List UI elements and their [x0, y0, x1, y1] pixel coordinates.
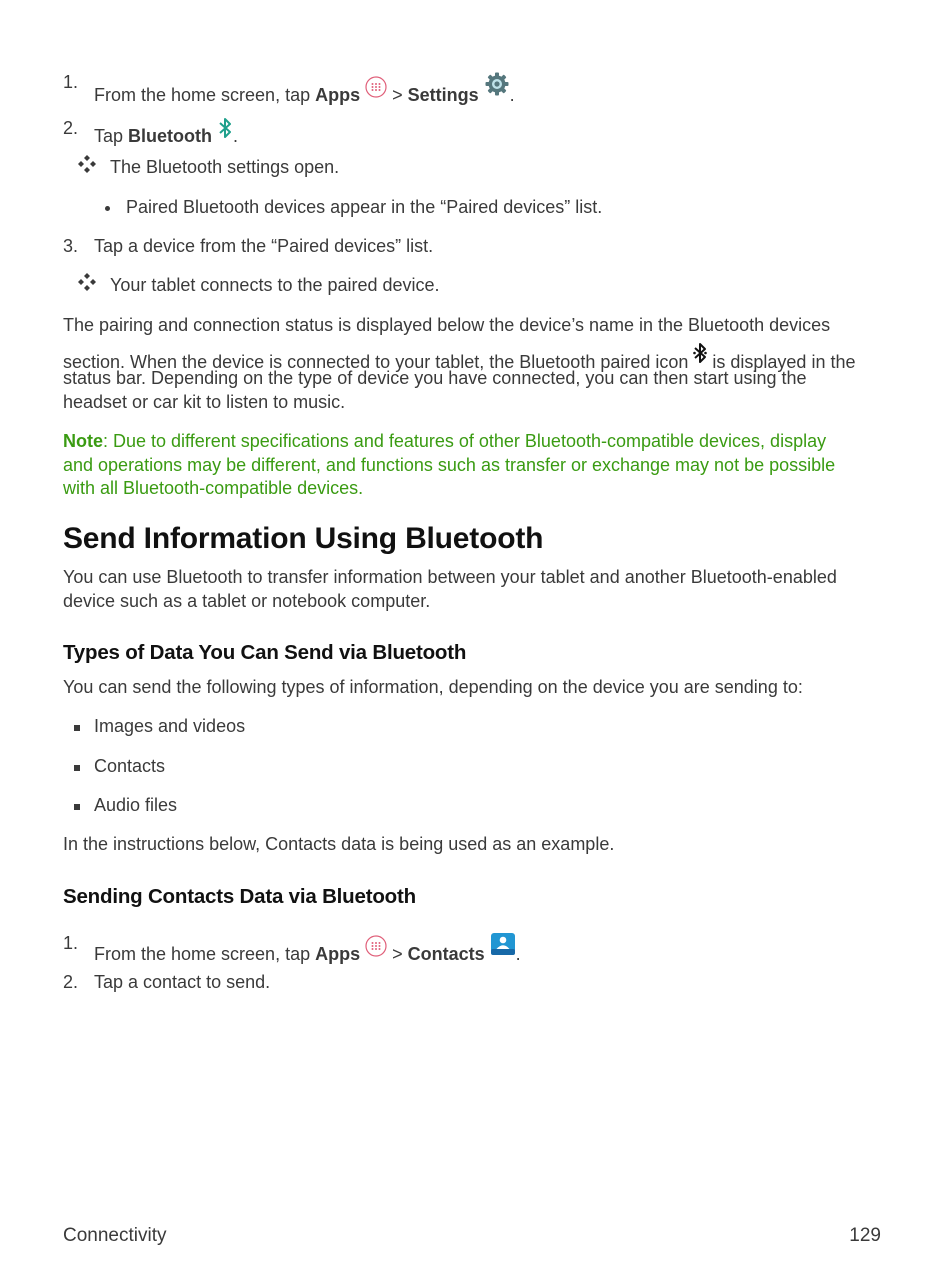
apps-icon: [365, 935, 387, 964]
bluetooth-icon: [217, 117, 233, 146]
document-page: [63, 0, 883, 1267]
contacts-label: Contacts: [407, 944, 485, 964]
step-text: Tap a contact to send.: [94, 972, 271, 992]
step-number: 2.: [63, 118, 79, 138]
paragraph-text: section. When the device is connected to your tablet, the Bluetooth paired icon: [63, 352, 694, 372]
paragraph-line: You can use Bluetooth to transfer information between your tablet and another Bluetooth-enabled: [63, 567, 837, 587]
apps-icon: [365, 76, 387, 105]
footer-page-number: 129: [849, 1225, 881, 1246]
note-label: Note: [63, 431, 103, 451]
apps-label: Apps: [315, 85, 361, 105]
settings-label: Settings: [407, 85, 479, 105]
contacts-icon: [490, 932, 516, 963]
period: .: [233, 126, 239, 146]
diamond-bullet-icon: [77, 155, 97, 180]
square-bullet: [74, 725, 80, 731]
bullet-dot: [105, 206, 110, 211]
step-number: 3.: [63, 236, 79, 256]
note-line: with all Bluetooth-compatible devices.: [63, 478, 364, 498]
period: .: [515, 944, 521, 964]
step-number: 1.: [63, 933, 79, 953]
bluetooth-label: Bluetooth: [128, 126, 213, 146]
step-text: Tap: [94, 126, 129, 146]
step-number: 2.: [63, 972, 79, 992]
note-text: : Due to different specifications and features of other Bluetooth-compatible devices, display: [103, 431, 827, 451]
period: .: [509, 85, 515, 105]
subsection-title-sending-contacts: Sending Contacts Data via Bluetooth: [63, 885, 416, 908]
square-bullet: [74, 765, 80, 771]
diamond-bullet-icon: [77, 273, 97, 298]
note-line: and operations may be different, and functions such as transfer or exchange may not be possible: [63, 455, 836, 475]
step-text: From the home screen, tap: [94, 85, 316, 105]
paragraph-line: The pairing and connection status is displayed below the device’s name in the Bluetooth devices: [63, 315, 831, 335]
example-text: In the instructions below, Contacts data is being used as an example.: [63, 834, 615, 854]
data-types-intro: You can send the following types of information, depending on the device you are sending to:: [63, 677, 803, 697]
paragraph-line: headset or car kit to listen to music.: [63, 392, 346, 412]
paragraph-line: device such as a tablet or notebook computer.: [63, 591, 431, 611]
result-text: Your tablet connects to the paired device.: [110, 275, 440, 295]
subsection-title-data-types: Types of Data You Can Send via Bluetooth: [63, 641, 467, 664]
settings-gear-icon: [484, 71, 510, 104]
list-item-text: Contacts: [94, 756, 166, 776]
list-item-text: Images and videos: [94, 716, 246, 736]
square-bullet: [74, 804, 80, 810]
separator: >: [387, 85, 408, 105]
list-item-text: Audio files: [94, 795, 178, 815]
note-line: [63, 430, 826, 454]
result-text: The Bluetooth settings open.: [110, 157, 340, 177]
bullet-text: Paired Bluetooth devices appear in the “Paired devices” list.: [126, 197, 603, 217]
section-title: Send Information Using Bluetooth: [63, 522, 544, 555]
footer-section-name: Connectivity: [63, 1225, 167, 1246]
paragraph-line: status bar. Depending on the type of device you have connected, you can then start using the: [63, 368, 807, 388]
step-text: From the home screen, tap: [94, 944, 316, 964]
apps-label: Apps: [315, 944, 361, 964]
step-number: 1.: [63, 72, 79, 92]
paragraph-text: is displayed in the: [707, 352, 856, 372]
step-text: Tap a device from the “Paired devices” list.: [94, 236, 434, 256]
separator: >: [387, 944, 408, 964]
